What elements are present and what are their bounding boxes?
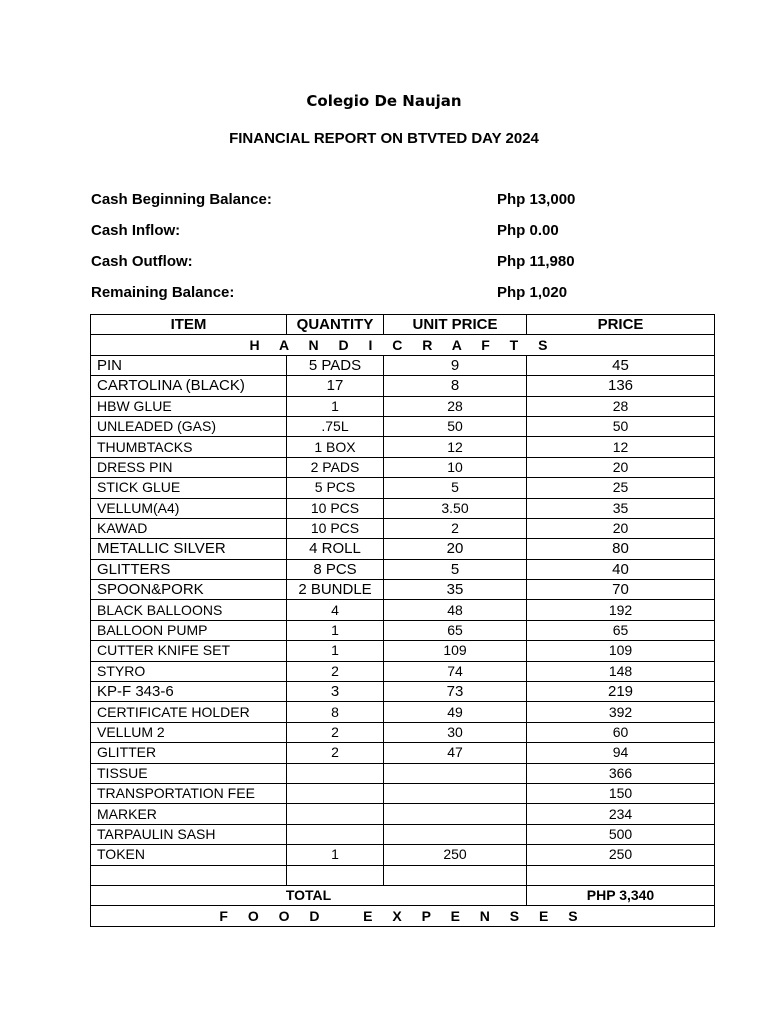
- table-row: [91, 355, 715, 375]
- price-cell: 45: [527, 355, 715, 375]
- item-cell: TRANSPORTATION FEE: [91, 783, 287, 803]
- price-cell: 109: [527, 641, 715, 661]
- price-cell: 136: [527, 376, 715, 396]
- quantity-cell: 4: [287, 600, 384, 620]
- column-header-price: PRICE: [527, 315, 715, 335]
- section-row-food-expenses: [91, 906, 715, 926]
- expense-table: [90, 314, 715, 927]
- table-row: [91, 865, 715, 885]
- price-cell: [527, 865, 715, 885]
- price-cell: 60: [527, 722, 715, 742]
- table-row: [91, 763, 715, 783]
- quantity-cell: 1: [287, 845, 384, 865]
- item-cell: CUTTER KNIFE SET: [91, 641, 287, 661]
- report-title: FINANCIAL REPORT ON BTVTED DAY 2024: [229, 130, 539, 147]
- summary-value: Php 1,020: [497, 284, 568, 301]
- section-row-handicrafts: [91, 335, 715, 355]
- total-row: [91, 885, 715, 905]
- price-cell: 70: [527, 580, 715, 600]
- unit-price-cell: [384, 824, 527, 844]
- unit-price-cell: 47: [384, 743, 527, 763]
- table-row: [91, 559, 715, 579]
- item-cell: STICK GLUE: [91, 478, 287, 498]
- price-cell: 500: [527, 824, 715, 844]
- price-cell: 148: [527, 661, 715, 681]
- table-row: [91, 702, 715, 722]
- quantity-cell: [287, 865, 384, 885]
- item-cell: [91, 865, 287, 885]
- price-cell: 28: [527, 396, 715, 416]
- item-cell: SPOON&PORK: [91, 580, 287, 600]
- table-row: [91, 804, 715, 824]
- section-title-handicrafts: H A N D I C R A F T S: [91, 335, 715, 355]
- summary-label: Cash Inflow:: [91, 222, 181, 239]
- quantity-cell: 2 PADS: [287, 457, 384, 477]
- price-cell: 392: [527, 702, 715, 722]
- unit-price-cell: 74: [384, 661, 527, 681]
- price-cell: 234: [527, 804, 715, 824]
- item-cell: TOKEN: [91, 845, 287, 865]
- summary-label: Cash Beginning Balance:: [91, 191, 272, 208]
- unit-price-cell: 50: [384, 416, 527, 436]
- item-cell: VELLUM 2: [91, 722, 287, 742]
- quantity-cell: 17: [287, 376, 384, 396]
- unit-price-cell: [384, 783, 527, 803]
- price-cell: 219: [527, 682, 715, 702]
- section-title-food-expenses: F O O D E X P E N S E S: [91, 906, 715, 926]
- price-cell: 20: [527, 457, 715, 477]
- unit-price-cell: 5: [384, 478, 527, 498]
- item-cell: BALLOON PUMP: [91, 620, 287, 640]
- price-cell: 20: [527, 518, 715, 538]
- table-row: [91, 682, 715, 702]
- unit-price-cell: 35: [384, 580, 527, 600]
- quantity-cell: 2 BUNDLE: [287, 580, 384, 600]
- table-row: [91, 457, 715, 477]
- unit-price-cell: 73: [384, 682, 527, 702]
- table-row: [91, 620, 715, 640]
- price-cell: 94: [527, 743, 715, 763]
- unit-price-cell: 2: [384, 518, 527, 538]
- quantity-cell: .75L: [287, 416, 384, 436]
- item-cell: DRESS PIN: [91, 457, 287, 477]
- item-cell: VELLUM(A4): [91, 498, 287, 518]
- item-cell: PIN: [91, 355, 287, 375]
- price-cell: 12: [527, 437, 715, 457]
- summary-value: Php 0.00: [497, 222, 559, 239]
- table-row: [91, 743, 715, 763]
- price-cell: 366: [527, 763, 715, 783]
- table-row: [91, 478, 715, 498]
- total-value: PHP 3,340: [527, 885, 715, 905]
- item-cell: HBW GLUE: [91, 396, 287, 416]
- item-cell: BLACK BALLOONS: [91, 600, 287, 620]
- unit-price-cell: 8: [384, 376, 527, 396]
- column-header-item: ITEM: [91, 315, 287, 335]
- quantity-cell: [287, 783, 384, 803]
- column-header-unit-price: UNIT PRICE: [384, 315, 527, 335]
- table-row: [91, 539, 715, 559]
- unit-price-cell: 3.50: [384, 498, 527, 518]
- unit-price-cell: 250: [384, 845, 527, 865]
- price-cell: 35: [527, 498, 715, 518]
- quantity-cell: 1: [287, 396, 384, 416]
- table-row: [91, 416, 715, 436]
- unit-price-cell: 5: [384, 559, 527, 579]
- column-header-quantity: QUANTITY: [287, 315, 384, 335]
- table-row: [91, 600, 715, 620]
- unit-price-cell: 65: [384, 620, 527, 640]
- table-row: [91, 396, 715, 416]
- summary-value: Php 13,000: [497, 191, 576, 208]
- table-row: [91, 722, 715, 742]
- unit-price-cell: 48: [384, 600, 527, 620]
- price-cell: 65: [527, 620, 715, 640]
- price-cell: 192: [527, 600, 715, 620]
- item-cell: CARTOLINA (BLACK): [91, 376, 287, 396]
- table-row: [91, 437, 715, 457]
- unit-price-cell: 20: [384, 539, 527, 559]
- table-row: [91, 661, 715, 681]
- unit-price-cell: [384, 865, 527, 885]
- table-row: [91, 376, 715, 396]
- price-cell: 40: [527, 559, 715, 579]
- quantity-cell: 1: [287, 620, 384, 640]
- quantity-cell: 2: [287, 743, 384, 763]
- summary-label: Cash Outflow:: [91, 253, 193, 270]
- quantity-cell: 1: [287, 641, 384, 661]
- quantity-cell: [287, 804, 384, 824]
- table-row: [91, 641, 715, 661]
- table-row: [91, 518, 715, 538]
- item-cell: KAWAD: [91, 518, 287, 538]
- unit-price-cell: 10: [384, 457, 527, 477]
- price-cell: 25: [527, 478, 715, 498]
- total-label: TOTAL: [91, 885, 527, 905]
- unit-price-cell: [384, 804, 527, 824]
- quantity-cell: 1 BOX: [287, 437, 384, 457]
- item-cell: GLITTERS: [91, 559, 287, 579]
- item-cell: METALLIC SILVER: [91, 539, 287, 559]
- unit-price-cell: 30: [384, 722, 527, 742]
- table-row: [91, 580, 715, 600]
- table-row: [91, 783, 715, 803]
- quantity-cell: 2: [287, 722, 384, 742]
- table-row: [91, 498, 715, 518]
- item-cell: UNLEADED (GAS): [91, 416, 287, 436]
- price-cell: 150: [527, 783, 715, 803]
- quantity-cell: 10 PCS: [287, 518, 384, 538]
- quantity-cell: 10 PCS: [287, 498, 384, 518]
- unit-price-cell: 109: [384, 641, 527, 661]
- price-cell: 50: [527, 416, 715, 436]
- item-cell: MARKER: [91, 804, 287, 824]
- price-cell: 80: [527, 539, 715, 559]
- table-row: [91, 824, 715, 844]
- table-header-row: [91, 315, 715, 335]
- quantity-cell: 8: [287, 702, 384, 722]
- item-cell: GLITTER: [91, 743, 287, 763]
- item-cell: STYRO: [91, 661, 287, 681]
- unit-price-cell: [384, 763, 527, 783]
- unit-price-cell: 49: [384, 702, 527, 722]
- summary-label: Remaining Balance:: [91, 284, 235, 301]
- quantity-cell: 2: [287, 661, 384, 681]
- quantity-cell: [287, 763, 384, 783]
- table-row: [91, 845, 715, 865]
- unit-price-cell: 12: [384, 437, 527, 457]
- summary-value: Php 11,980: [497, 253, 575, 270]
- school-name: Colegio De Naujan: [306, 92, 462, 110]
- item-cell: TISSUE: [91, 763, 287, 783]
- quantity-cell: 8 PCS: [287, 559, 384, 579]
- unit-price-cell: 9: [384, 355, 527, 375]
- quantity-cell: 5 PADS: [287, 355, 384, 375]
- quantity-cell: 3: [287, 682, 384, 702]
- item-cell: KP-F 343-6: [91, 682, 287, 702]
- quantity-cell: 5 PCS: [287, 478, 384, 498]
- unit-price-cell: 28: [384, 396, 527, 416]
- item-cell: THUMBTACKS: [91, 437, 287, 457]
- quantity-cell: [287, 824, 384, 844]
- item-cell: CERTIFICATE HOLDER: [91, 702, 287, 722]
- price-cell: 250: [527, 845, 715, 865]
- quantity-cell: 4 ROLL: [287, 539, 384, 559]
- item-cell: TARPAULIN SASH: [91, 824, 287, 844]
